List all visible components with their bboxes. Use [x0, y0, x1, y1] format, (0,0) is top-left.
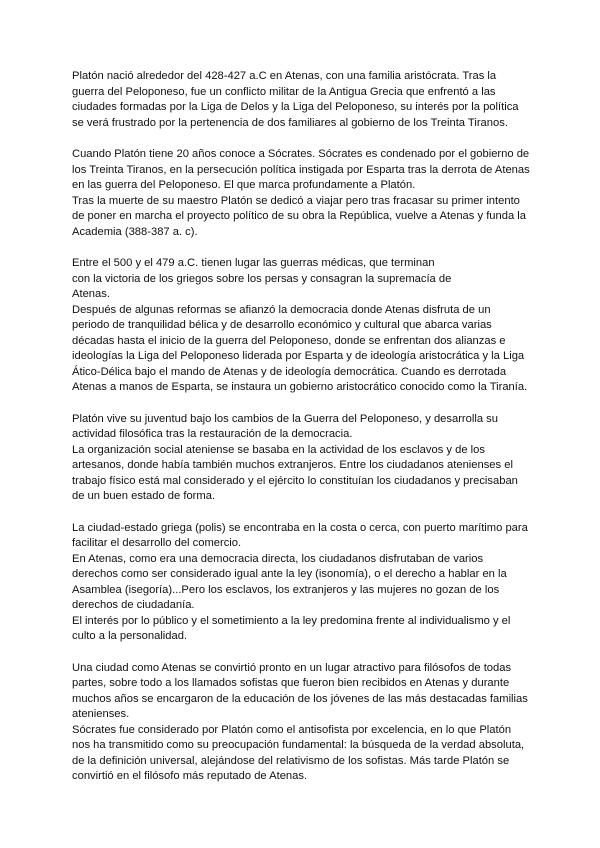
text-line: Platón vive su juventud bajo los cambios de la Guerra del Peloponeso, y desarrolla su	[72, 412, 498, 425]
paragraph-polis-democracy	[72, 521, 532, 645]
text-line: atenienses.	[72, 708, 130, 720]
paragraph-gap	[72, 645, 532, 661]
text-line: trabajo físico está mal considerado y el ejército lo constituían los ciudadanos y precisaban	[72, 474, 518, 487]
text-line: en las guerra del Peloponeso. El que marca profundamente a Platón.	[72, 179, 416, 191]
text-line: de la definición universal, alejándose del relativismo de los sofistas. Más tarde Platón se	[72, 754, 510, 767]
text-line: de un buen estado de forma.	[72, 490, 216, 502]
text-line: Tras la muerte de su maestro Platón se dedicó a viajar pero tras fracasar su primer intento	[72, 194, 520, 207]
paragraph-gap	[72, 131, 532, 147]
paragraph-socrates-meeting	[72, 147, 532, 240]
text-line: periodo de tranquilidad bélica y de desarrollo económico y cultural que abarca varias	[72, 319, 492, 331]
text-line: partes, sobre todo a los llamados sofistas que fueron bien recibidos en Atenas y durante	[72, 677, 510, 689]
text-line: Ático-Délica bajo el mando de Atenas y de ideología democrática. Cuando es derrotada	[72, 365, 507, 378]
text-line: Entre el 500 y el 479 a.C. tienen lugar las guerras médicas, que terminan	[72, 257, 435, 269]
text-line: los Treinta Tiranos, en la persecución política instigada por Esparta tras la derrota de Atenas	[72, 163, 530, 176]
text-line: El interés por lo público y el sometimiento a la ley predomina frente al individualismo y el	[72, 614, 511, 627]
text-line: se verá frustrado por la pertenencia de dos familiares al gobierno de los Treinta Tiranos.	[72, 116, 508, 129]
text-line: derechos como ser considerado igual ante la ley (isonomía), o el derecho a hablar en la	[72, 568, 507, 580]
text-line: culto a la personalidad.	[72, 630, 188, 642]
text-line: ciudades formadas por la Liga de Delos y la Liga del Peloponeso, su interés por la política	[72, 101, 519, 113]
text-line: derechos de ciudadanía.	[72, 599, 195, 611]
paragraph-medic-wars	[72, 256, 532, 396]
document-body	[72, 69, 532, 785]
text-line: artesanos, donde había también muchos extranjeros. Entre los ciudadanos atenienses el	[72, 459, 513, 471]
paragraph-platon-birth	[72, 69, 532, 131]
text-line: de poner en marcha el proyecto político de su obra la República, vuelve a Atenas y funda la	[72, 210, 526, 222]
paragraph-gap	[72, 240, 532, 256]
paragraph-sophists	[72, 661, 532, 785]
text-line: ideologías la Liga del Peloponeso liderada por Esparta y de ideología aristocrática y la Liga	[72, 350, 525, 362]
paragraph-gap	[72, 396, 532, 412]
text-line: La ciudad-estado griega (polis) se encontraba en la costa o cerca, con puerto marítimo para	[72, 521, 528, 534]
text-line: Academia (388-387 a. c).	[72, 225, 198, 238]
text-line: Atenas.	[72, 288, 110, 300]
text-line: Sócrates fue considerado por Platón como el antisofista por excelencia, en lo que Platón	[72, 723, 512, 736]
text-line: Asamblea (isegoría)...Pero los esclavos, los extranjeros y las mujeres no gozan de los	[72, 583, 500, 596]
text-line: Cuando Platón tiene 20 años conoce a Sócrates. Sócrates es condenado por el gobierno de	[72, 148, 530, 160]
text-line: actividad filosófica tras la restauración de la democracia.	[72, 428, 353, 440]
text-line: guerra del Peloponeso, fue un conflicto militar de la Antigua Grecia que enfrentó a las	[72, 85, 496, 98]
text-line: La organización social ateniense se basaba en la actividad de los esclavos y de los	[72, 443, 485, 456]
text-line: convirtió en el filósofo más reputado de Atenas.	[72, 770, 308, 782]
text-line: En Atenas, como era una democracia directa, los ciudadanos disfrutaban de varios	[72, 552, 484, 565]
text-line: Después de algunas reformas se afianzó la democracia donde Atenas disfruta de un	[72, 303, 491, 316]
text-line: Atenas a manos de Esparta, se instaura un gobierno aristocrático conocido como la Tiranía.	[72, 381, 528, 393]
text-line: Platón nació alrededor del 428-427 a.C en Atenas, con una familia aristócrata. Tras la	[72, 70, 497, 82]
text-line: facilitar el desarrollo del comercio.	[72, 537, 242, 549]
text-line: Una ciudad como Atenas se convirtió pronto en un lugar atractivo para filósofos de todas	[72, 661, 512, 674]
text-line: muchos años se encargaron de la educación de los jóvenes de las más destacadas familias	[72, 692, 528, 705]
paragraph-gap	[72, 505, 532, 521]
paragraph-youth-society	[72, 412, 532, 505]
text-line: décadas hasta el inicio de la guerra del Peloponeso, donde se enfrentan dos alianzas e	[72, 334, 506, 347]
text-line: nos ha transmitido como su preocupación fundamental: la búsqueda de la verdad absoluta,	[72, 739, 525, 751]
text-line: con la victoria de los griegos sobre los persas y consagran la supremacía de	[72, 272, 452, 285]
